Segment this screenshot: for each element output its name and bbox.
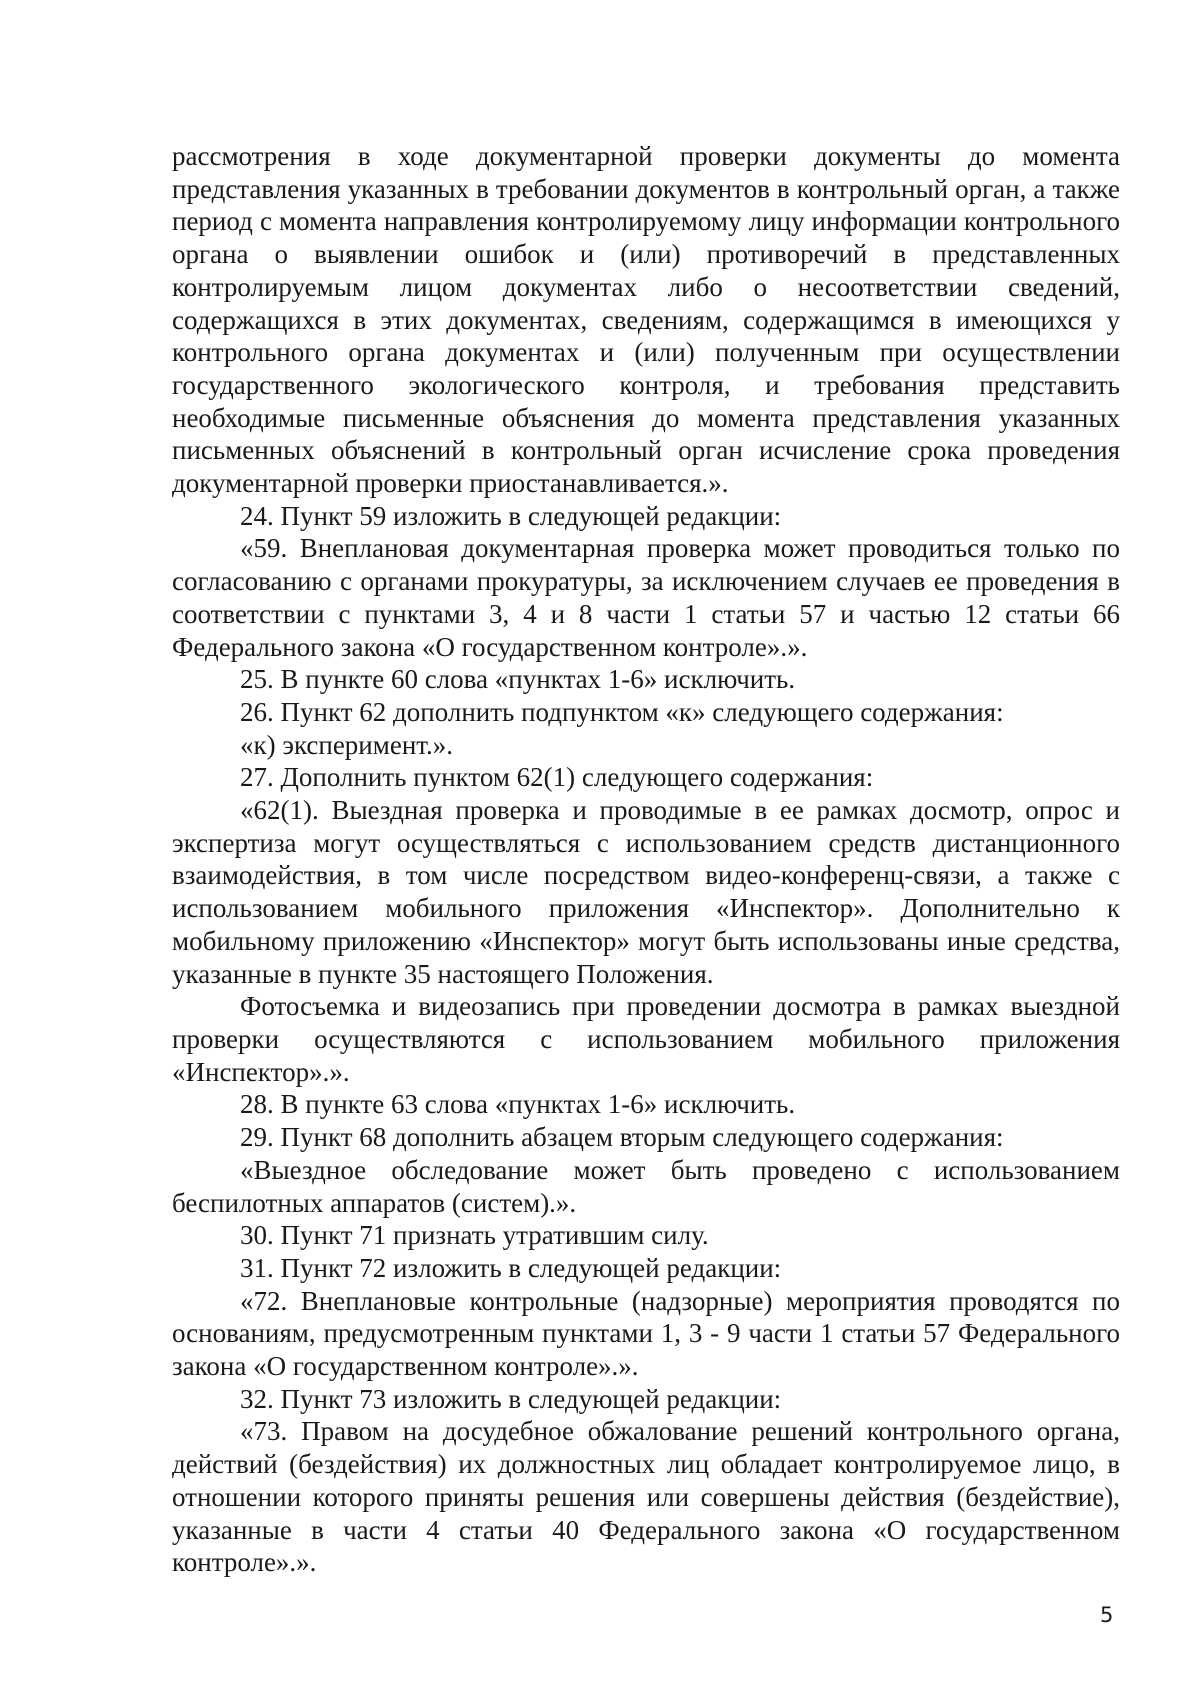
paragraph-subpoint-k: «к) эксперимент.». — [240, 729, 454, 760]
paragraph-continuation: рассмотрения в ходе документарной проверки документы до момента представления указанных в требовании документов в контрольный орган, а также период с момента направления контролируемому лицу информации контрольного органа о выявлении ошибок и (или) противоречий в представленных контролируемым лицом документах либо о несоответствии сведений, содержащихся в этих документах, сведениям, содержащимся в имеющихся у контрольного органа документах и (или) полученным при осуществлении государственного экологического контроля, и требования представить необходимые письменные объяснения до момента представления указанных письменных объяснений в контрольный орган исчисление срока проведения документарной проверки приостанавливается.». — [172, 141, 1120, 499]
document-page — [172, 140, 1120, 1579]
paragraph-field-survey: «Выездное обследование может быть проведено с использованием беспилотных аппаратов (систем).». — [172, 1154, 1120, 1218]
paragraph-item-27: 27. Дополнить пунктом 62(1) следующего содержания: — [240, 762, 874, 793]
paragraph-item-31: 31. Пункт 72 изложить в следующей редакции: — [240, 1252, 782, 1283]
paragraph-point-62-1: «62(1). Выездная проверка и проводимые в ее рамках досмотр, опрос и экспертиза могут осуществляться с использованием средств дистанционного взаимодействия, в том числе посредством видео-конференц-связи, а также с использованием мобильного приложения «Инспектор». Дополнительно к мобильному приложению «Инспектор» могут быть использованы иные средства, указанные в пункте 35 настоящего Положения. — [172, 795, 1120, 989]
paragraph-item-25: 25. В пункте 60 слова «пунктах 1-6» исключить. — [240, 664, 796, 695]
paragraph-item-32: 32. Пункт 73 изложить в следующей редакции: — [240, 1383, 782, 1414]
paragraph-point-73: «73. Правом на досудебное обжалование решений контрольного органа, действий (бездействия) их должностных лиц обладает контролируемое лицо, в отношении которого приняты решения или совершены действия (бездействие), указанные в части 4 статьи 40 Федерального закона «О государственном контроле».». — [172, 1416, 1120, 1578]
paragraph-item-24: 24. Пункт 59 изложить в следующей редакции: — [240, 500, 782, 531]
paragraph-item-30: 30. Пункт 71 признать утратившим силу. — [240, 1220, 709, 1251]
paragraph-item-26: 26. Пункт 62 дополнить подпунктом «к» следующего содержания: — [240, 696, 1004, 727]
paragraph-item-28: 28. В пункте 63 слова «пунктах 1-6» исключить. — [240, 1089, 796, 1120]
paragraph-point-72: «72. Внеплановые контрольные (надзорные) мероприятия проводятся по основаниям, предусмотренным пунктами 1, 3 - 9 части 1 статьи 57 Федерального закона «О государственном контроле».». — [172, 1285, 1120, 1382]
paragraph-point-59: «59. Внеплановая документарная проверка может проводиться только по согласованию с органами прокуратуры, за исключением случаев ее проведения в соответствии с пунктами 3, 4 и 8 части 1 статьи 57 и частью 12 статьи 66 Федерального закона «О государственном контроле».». — [172, 533, 1120, 662]
page-number: 5 — [1100, 1603, 1114, 1627]
paragraph-photo-video: Фотосъемка и видеозапись при проведении досмотра в рамках выездной проверки осуществляются с использованием мобильного приложения «Инспектор».». — [172, 991, 1120, 1087]
paragraph-item-29: 29. Пункт 68 дополнить абзацем вторым следующего содержания: — [240, 1122, 1004, 1153]
